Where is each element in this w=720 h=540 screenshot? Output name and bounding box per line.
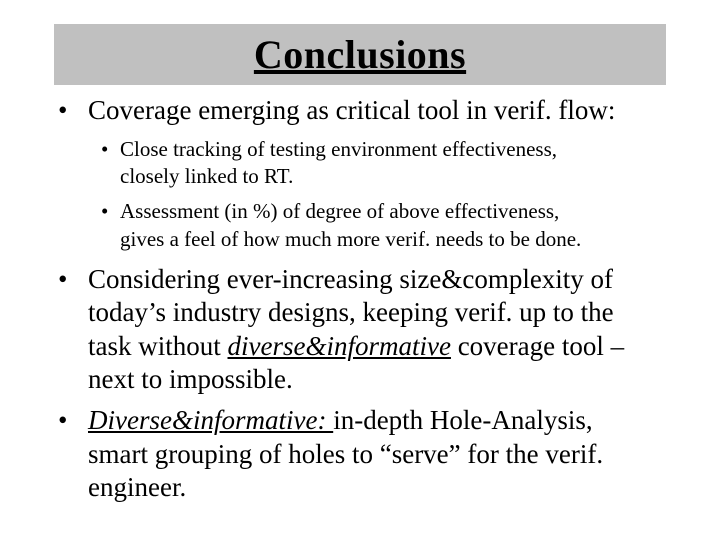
bullet-line: closely linked to RT. bbox=[120, 164, 294, 188]
bullet-line: engineer. bbox=[88, 472, 187, 502]
bullet-line: gives a feel of how much more verif. needs to be done. bbox=[120, 227, 582, 251]
bullet-icon: • bbox=[58, 405, 68, 435]
bullet-line: next to impossible. bbox=[88, 364, 293, 394]
bullet-line: Assessment (in %) of degree of above effectiveness, bbox=[120, 199, 560, 223]
bullet-icon: • bbox=[101, 199, 109, 223]
bullet-line: smart grouping of holes to “serve” for the verif. bbox=[88, 439, 604, 469]
bullet-icon: • bbox=[101, 137, 109, 161]
text-run: in-depth Hole-Analysis, bbox=[333, 405, 593, 435]
title-bar bbox=[54, 24, 666, 85]
text-run: coverage tool – bbox=[450, 331, 625, 361]
bullet-line: Close tracking of testing environment effectiveness, bbox=[120, 137, 557, 161]
bullet-icon: • bbox=[58, 95, 68, 125]
bullet-icon: • bbox=[58, 264, 68, 294]
bullet-line bbox=[88, 330, 624, 364]
bullet-line: Considering ever-increasing size&complexity of bbox=[88, 264, 614, 294]
emphasis-text: Diverse&informative: bbox=[88, 405, 334, 435]
emphasis-text: diverse&informative bbox=[227, 331, 451, 361]
bullet-line: Coverage emerging as critical tool in verif. flow: bbox=[88, 95, 616, 125]
slide-title: Conclusions bbox=[253, 31, 467, 77]
bullet-line: today’s industry designs, keeping verif. up to the bbox=[88, 297, 614, 327]
bullet-line bbox=[88, 404, 593, 438]
text-run: task without bbox=[88, 331, 228, 361]
